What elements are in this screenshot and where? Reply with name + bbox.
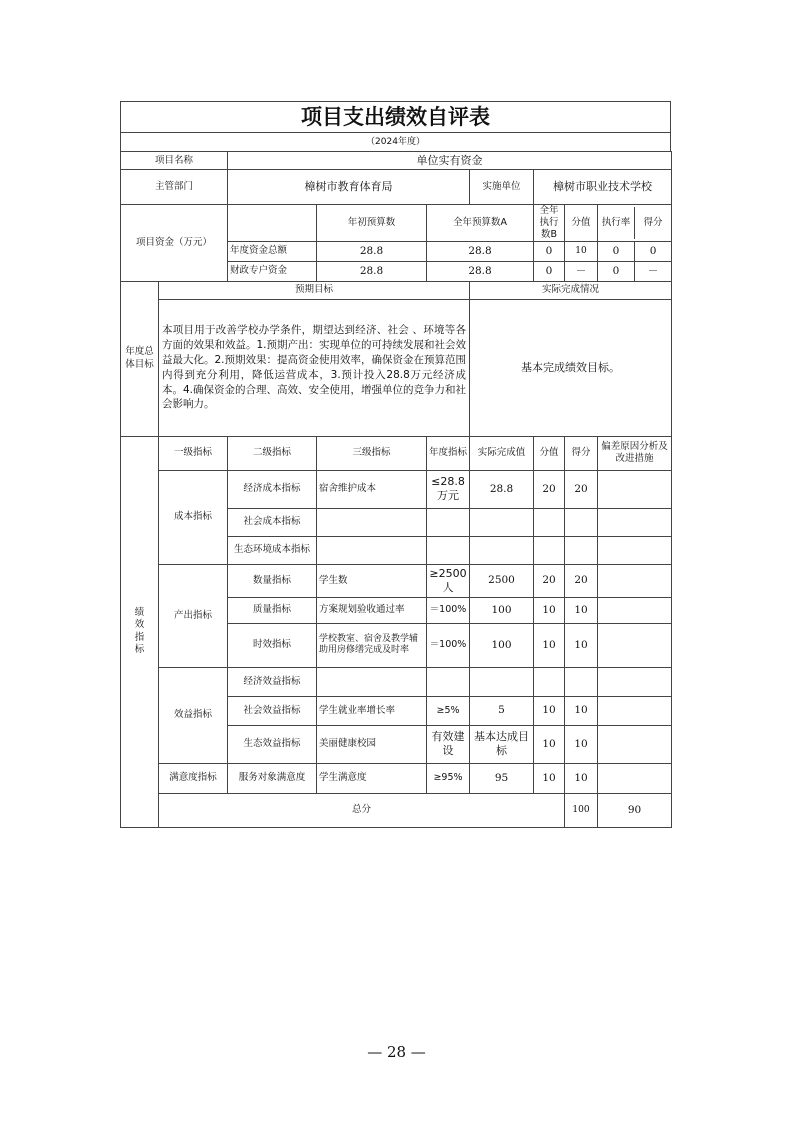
- impl-label: 实施单位: [470, 170, 534, 205]
- perf-l2: 服务对象满意度: [228, 763, 317, 793]
- perf-l3: 学生数: [317, 564, 427, 597]
- impl-value: 樟树市职业技术学校: [534, 170, 672, 205]
- evaluation-form: [120, 101, 671, 828]
- perf-got: 10: [565, 696, 598, 725]
- perf-got: [565, 508, 598, 536]
- perf-got: 10: [565, 763, 598, 793]
- perf-l2: 生态效益指标: [228, 725, 317, 763]
- funds-cell-pair: [598, 241, 672, 261]
- funds-cell: 0: [534, 241, 565, 261]
- funds-cell: 0: [598, 262, 635, 281]
- perf-l2: 经济成本指标: [228, 470, 317, 508]
- perf-row: [121, 470, 672, 508]
- funds-header-exec-b: 全年执行数B: [534, 205, 565, 242]
- perf-reason: [598, 763, 672, 793]
- perf-header: 一级指标: [159, 436, 228, 470]
- perf-got: [565, 536, 598, 564]
- perf-reason: [598, 696, 672, 725]
- perf-actual: 基本达成目标: [470, 725, 534, 763]
- total-score: 100: [565, 793, 598, 827]
- perf-got: 10: [565, 623, 598, 667]
- perf-group: 满意度指标: [159, 763, 228, 793]
- funds-header-blank: [228, 205, 317, 242]
- perf-label: [121, 436, 159, 827]
- perf-header: 得分: [565, 436, 598, 470]
- perf-score: 20: [534, 564, 565, 597]
- project-value: 单位实有资金: [228, 152, 672, 170]
- goal-expected-label: 预期目标: [159, 281, 470, 299]
- perf-got: 20: [565, 470, 598, 508]
- funds-header-rate: 执行率: [598, 207, 635, 239]
- perf-reason: [598, 623, 672, 667]
- perf-label-text: 绩效指标: [134, 606, 145, 655]
- perf-header: 分值: [534, 436, 565, 470]
- funds-header-score: 分值: [565, 205, 598, 242]
- perf-reason: [598, 470, 672, 508]
- total-label: 总分: [159, 793, 565, 827]
- perf-l3: [317, 508, 427, 536]
- perf-reason: [598, 597, 672, 623]
- total-got: 90: [598, 793, 672, 827]
- perf-actual: 2500: [470, 564, 534, 597]
- perf-l2: 社会成本指标: [228, 508, 317, 536]
- funds-row-name: 财政专户资金: [228, 261, 317, 281]
- perf-reason: [598, 536, 672, 564]
- goal-actual-text: 基本完成绩效目标。: [470, 299, 672, 436]
- funds-cell: 0: [598, 242, 635, 261]
- funds-cell: 0: [649, 244, 657, 257]
- perf-target: [427, 667, 470, 696]
- perf-got: 20: [565, 564, 598, 597]
- perf-target: ≤28.8万元: [427, 470, 470, 508]
- funds-cell: 28.8: [427, 261, 534, 281]
- project-label: 项目名称: [121, 152, 228, 170]
- perf-target: [427, 508, 470, 536]
- funds-label: 项目资金（万元）: [121, 205, 228, 282]
- goal-actual-label: 实际完成情况: [470, 281, 672, 299]
- funds-header-budget-init: 年初预算数: [317, 205, 427, 242]
- perf-header: 实际完成值: [470, 436, 534, 470]
- perf-header: 偏差原因分析及改进措施: [598, 436, 672, 470]
- perf-l2: 时效指标: [228, 623, 317, 667]
- perf-actual: [470, 536, 534, 564]
- perf-score: [534, 508, 565, 536]
- perf-actual: [470, 667, 534, 696]
- funds-cell-pair: [598, 261, 672, 281]
- goal-header-row: [121, 281, 672, 299]
- dept-label: 主管部门: [121, 170, 228, 205]
- perf-target: ≥5%: [427, 696, 470, 725]
- perf-l3: 学校教室、宿舍及教学辅助用房修缮完成及时率: [317, 623, 427, 667]
- perf-actual: 100: [470, 597, 534, 623]
- perf-l3: 学生就业率增长率: [317, 696, 427, 725]
- perf-got: [565, 667, 598, 696]
- funds-cell: 28.8: [317, 241, 427, 261]
- perf-target: ≥95%: [427, 763, 470, 793]
- funds-header-got: 得分: [643, 216, 663, 228]
- funds-header-budget-a: 全年预算数A: [427, 205, 534, 242]
- perf-score: [534, 536, 565, 564]
- perf-actual: 5: [470, 696, 534, 725]
- perf-target: ≥2500人: [427, 564, 470, 597]
- perf-got: 10: [565, 597, 598, 623]
- goal-content-row: [121, 299, 672, 436]
- perf-actual: 100: [470, 623, 534, 667]
- perf-score: [534, 667, 565, 696]
- perf-l3: 方案规划验收通过率: [317, 597, 427, 623]
- perf-l2: 经济效益指标: [228, 667, 317, 696]
- funds-header-rate-got: [598, 205, 672, 242]
- perf-l2: 数量指标: [228, 564, 317, 597]
- perf-l3: [317, 536, 427, 564]
- perf-l3: 宿舍维护成本: [317, 470, 427, 508]
- perf-score: 10: [534, 623, 565, 667]
- funds-cell: 28.8: [427, 241, 534, 261]
- funds-row-name: 年度资金总额: [228, 241, 317, 261]
- perf-header-row: [121, 436, 672, 470]
- perf-l3: 学生满意度: [317, 763, 427, 793]
- funds-cell: 28.8: [317, 261, 427, 281]
- perf-reason: [598, 725, 672, 763]
- dept-row: [121, 170, 672, 205]
- perf-score: 10: [534, 763, 565, 793]
- funds-cell: 10: [565, 241, 598, 261]
- perf-score: 10: [534, 597, 565, 623]
- perf-group: 成本指标: [159, 470, 228, 564]
- evaluation-table: [120, 151, 672, 828]
- perf-target: ＝100%: [427, 623, 470, 667]
- perf-score: 10: [534, 696, 565, 725]
- perf-reason: [598, 564, 672, 597]
- perf-l2: 社会效益指标: [228, 696, 317, 725]
- perf-score: 20: [534, 470, 565, 508]
- funds-cell: 0: [534, 261, 565, 281]
- goal-label: 年度总体目标: [121, 281, 159, 436]
- perf-header: 三级指标: [317, 436, 427, 470]
- funds-header-row: [121, 205, 672, 242]
- form-title: 项目支出绩效自评表: [120, 101, 671, 132]
- perf-header: 年度指标: [427, 436, 470, 470]
- goal-expected-text: 本项目用于改善学校办学条件，期望达到经济、社会 、环境等各方面的效果和效益。1.预期产出：实现单位的可持续发展和社会效益最大化。2.预期效果：提高资金使用效率，确保资金在预算范围内得到充分利用，降低运营成本，3.预计投入28.8万元经济成本。4.确保资金的合理、高效、安全使用，增强单位的竞争力和社会影响力。: [159, 299, 470, 436]
- perf-actual: 28.8: [470, 470, 534, 508]
- perf-l3: 美丽健康校园: [317, 725, 427, 763]
- perf-l2: 质量指标: [228, 597, 317, 623]
- funds-cell: －: [565, 261, 598, 281]
- perf-got: 10: [565, 725, 598, 763]
- perf-actual: [470, 508, 534, 536]
- perf-target: 有效建设: [427, 725, 470, 763]
- page-number: — 28 —: [367, 1043, 426, 1061]
- perf-l3: [317, 667, 427, 696]
- perf-reason: [598, 667, 672, 696]
- perf-row: [121, 564, 672, 597]
- perf-reason: [598, 508, 672, 536]
- perf-group: 产出指标: [159, 564, 228, 667]
- dept-value: 樟树市教育体育局: [228, 170, 470, 205]
- perf-group: 效益指标: [159, 667, 228, 763]
- perf-target: ＝100%: [427, 597, 470, 623]
- total-row: [121, 793, 672, 827]
- project-row: [121, 152, 672, 170]
- perf-score: 10: [534, 725, 565, 763]
- perf-row: [121, 667, 672, 696]
- perf-target: [427, 536, 470, 564]
- perf-actual: 95: [470, 763, 534, 793]
- perf-l2: 生态环境成本指标: [228, 536, 317, 564]
- perf-header: 二级指标: [228, 436, 317, 470]
- perf-row: [121, 763, 672, 793]
- form-year: （2024年度）: [120, 132, 671, 151]
- funds-cell: －: [647, 264, 659, 277]
